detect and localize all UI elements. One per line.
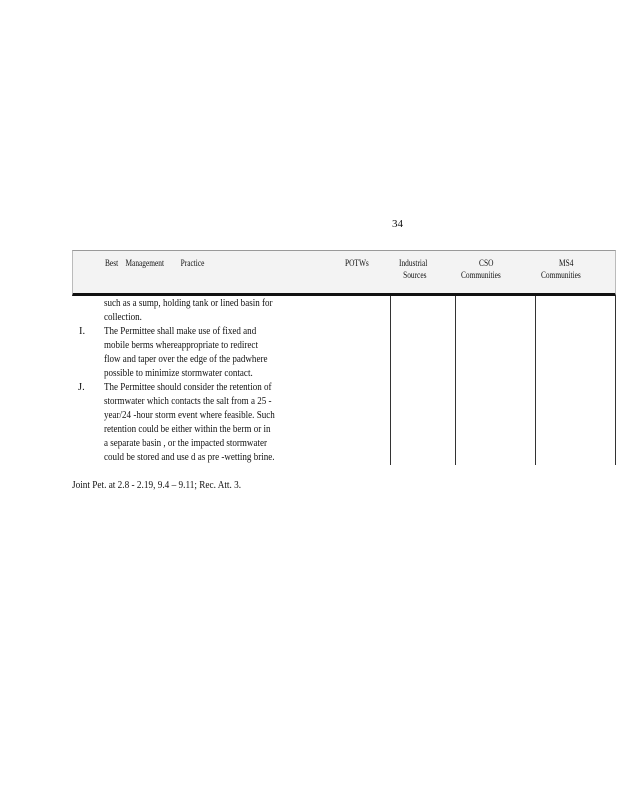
header-bmp: Best Management Practice: [105, 258, 205, 268]
continuation-line-2: collection.: [104, 312, 142, 323]
item-j-line-6: could be stored and use d as pre -wetting brine.: [104, 452, 275, 463]
header-cso: [461, 257, 501, 281]
column-divider-2: [455, 296, 456, 465]
table-header: [72, 250, 616, 296]
column-divider-1: [390, 296, 391, 465]
item-i-line-3: flow and taper over the edge of the padwhere: [104, 354, 268, 365]
item-i-line-4: possible to minimize stormwater contact.: [104, 368, 253, 379]
page-number: 34: [392, 218, 403, 230]
item-j-line-1: The Permittee should consider the retention of: [104, 382, 272, 393]
column-divider-4: [615, 296, 616, 465]
header-cso-line2: Communities: [461, 270, 501, 280]
item-j-line-2: stormwater which contacts the salt from a 25 -: [104, 396, 272, 407]
item-j-line-4: retention could be either within the berm or in: [104, 424, 271, 435]
header-industrial-line1: Industrial: [399, 258, 428, 268]
header-industrial: [399, 257, 427, 281]
header-ms4-line2: Communities: [541, 270, 581, 280]
item-i-line-1: The Permittee shall make use of fixed and: [104, 326, 257, 337]
item-j-line-3: year/24 -hour storm event where feasible. Such: [104, 410, 275, 421]
item-label-i: I.: [79, 326, 86, 337]
header-ms4: [541, 257, 581, 281]
citation: Joint Pet. at 2.8 - 2.19, 9.4 – 9.11; Rec. Att. 3.: [72, 480, 242, 491]
header-industrial-line2: Sources: [403, 270, 427, 280]
item-i-line-2: mobile berms whereappropriate to redirect: [104, 340, 258, 351]
continuation-line-1: such as a sump, holding tank or lined basin for: [104, 298, 273, 309]
item-j-line-5: a separate basin , or the impacted stormwater: [104, 438, 267, 449]
header-cso-line1: CSO: [479, 258, 494, 268]
item-label-j: J.: [78, 382, 85, 393]
header-ms4-line1: MS4: [559, 258, 574, 268]
header-potws: POTWs: [345, 258, 369, 268]
column-divider-3: [535, 296, 536, 465]
